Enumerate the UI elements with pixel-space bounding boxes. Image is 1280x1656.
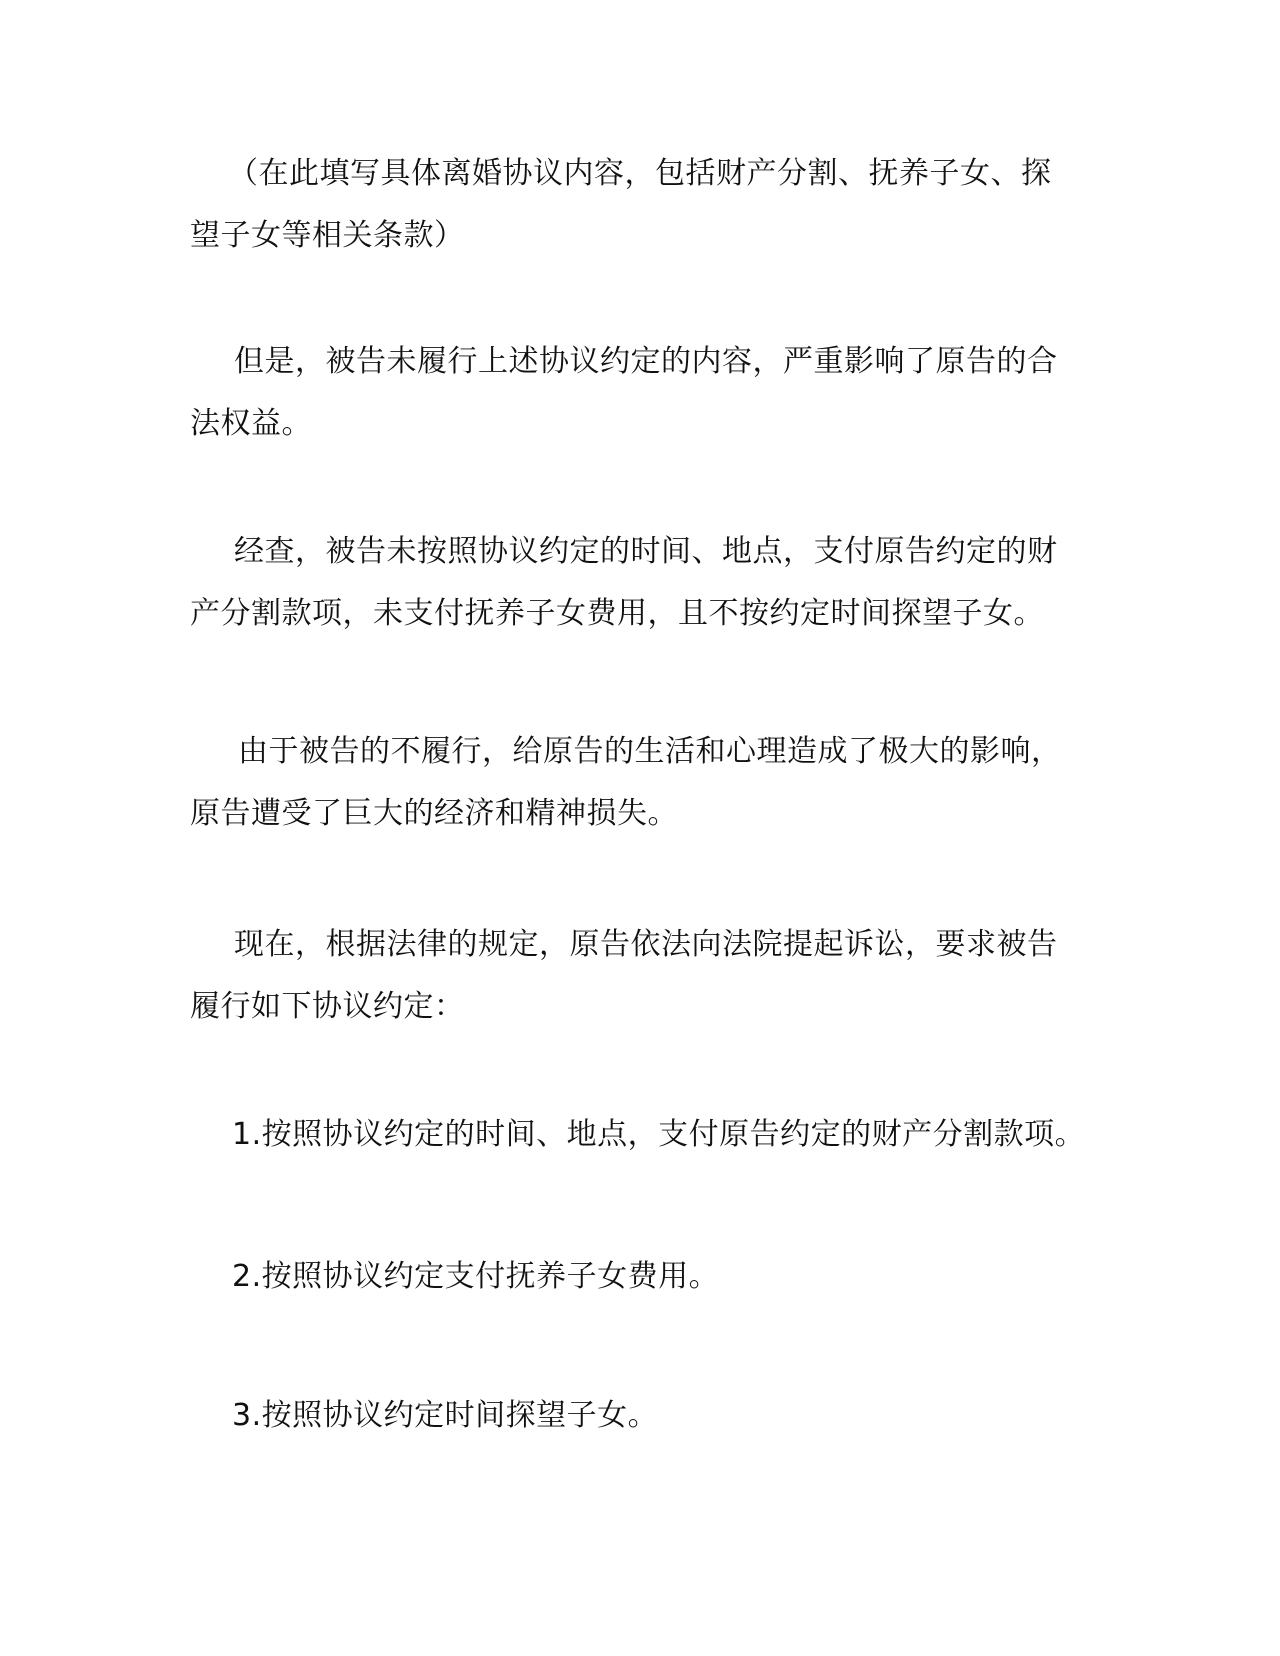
list-item: 1.按照协议约定的时间、地点，支付原告约定的财产分割款项。	[232, 1117, 1086, 1152]
paragraph-line: 经查，被告未按照协议约定的时间、地点，支付原告约定的财	[234, 534, 1058, 569]
paragraph-line: 履行如下协议约定：	[190, 989, 465, 1024]
paragraph-agreement-placeholder	[190, 143, 1090, 267]
paragraph-defendant-breach	[190, 331, 1090, 455]
paragraph-line: 由于被告的不履行，给原告的生活和心理造成了极大的影响，	[238, 734, 1062, 769]
paragraph-damages	[190, 721, 1090, 845]
list-item: 2.按照协议约定支付抚养子女费用。	[232, 1259, 720, 1294]
paragraph-line: 法权益。	[190, 406, 312, 441]
paragraph-investigation	[190, 521, 1090, 645]
paragraph-line: 产分割款项，未支付抚养子女费用，且不按约定时间探望子女。	[190, 596, 1044, 631]
paragraph-line: 原告遭受了巨大的经济和精神损失。	[190, 796, 678, 831]
paragraph-line: （在此填写具体离婚协议内容，包括财产分割、抚养子女、探	[228, 156, 1052, 191]
paragraph-lawsuit	[190, 914, 1090, 1038]
paragraph-line: 望子女等相关条款）	[190, 218, 465, 253]
paragraph-line: 现在，根据法律的规定，原告依法向法院提起诉讼，要求被告	[234, 927, 1058, 962]
list-item: 3.按照协议约定时间探望子女。	[232, 1398, 659, 1433]
paragraph-line: 但是，被告未履行上述协议约定的内容，严重影响了原告的合	[234, 344, 1058, 379]
